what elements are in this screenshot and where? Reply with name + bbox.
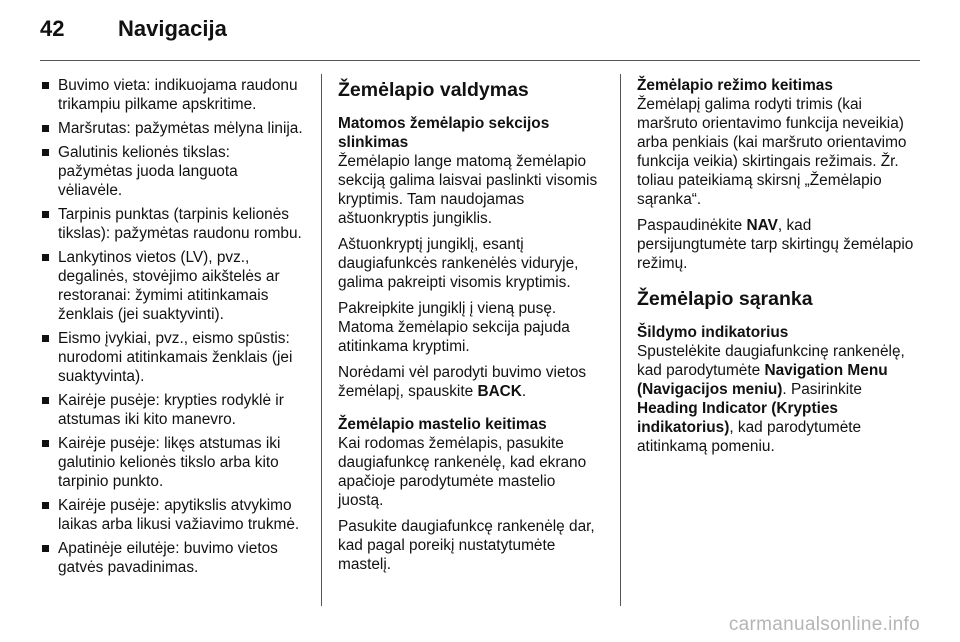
list-item: Buvimo vieta: indikuojama raudonu trikampiu pilkame apskritime.	[40, 76, 306, 114]
column-divider-1	[321, 74, 322, 606]
paragraph: Pakreipkite jungiklį į vieną pusę. Matoma žemėlapio sekcija pajuda atitinkama kryptimi.	[338, 300, 570, 355]
list-item: Kairėje pusėje: krypties rodyklė ir atstumas iki kito manevro.	[40, 391, 306, 429]
header-rule	[40, 60, 920, 61]
list-item: Kairėje pusėje: likęs atstumas iki galutinio kelionės tikslo arba kito tarpinio punkto.	[40, 434, 306, 491]
paragraph: Kai rodomas žemėlapis, pasukite daugiafunkcę rankenėlę, kad ekrano apačioje parodytumėte mastelio juostą.	[338, 435, 587, 509]
subheading-zoom: Žemėlapio mastelio keitimas	[338, 416, 547, 433]
text: Spustelėkite daugiafunkcinę rankenėlę, kad parodytumėte	[637, 343, 905, 379]
list-item: Galutinis kelionės tikslas: pažymėtas juoda languota vėliavėle.	[40, 143, 306, 200]
menu-label: Navigation Menu (Navigacijos meniu)	[637, 362, 888, 398]
column-left	[40, 76, 306, 582]
subheading-heading-indicator: Šildymo indikatorius	[637, 324, 789, 341]
watermark: carmanualsonline.info	[728, 614, 920, 635]
subheading-scrolling: Matomos žemėlapio sekcijos slinkimas	[338, 115, 550, 151]
list-item: Tarpinis punktas (tarpinis kelionės tikslas): pažymėtas raudonu rombu.	[40, 205, 306, 243]
paragraph: Žemėlapio lange matomą žemėlapio sekciją galima laisvai paslinkti visomis kryptimis. Tam naudojamas aštuonkryptis jungiklis.	[338, 153, 598, 227]
column-middle	[338, 78, 604, 581]
paragraph	[637, 216, 917, 273]
paragraph	[338, 363, 604, 401]
text: , kad parodytumėte atitinkamą pomeniu.	[637, 419, 862, 455]
list-item: Apatinėje eilutėje: buvimo vietos gatvės pavadinimas.	[40, 539, 306, 577]
list-item: Eismo įvykiai, pvz., eismo spūstis: nurodomi atitinkamais ženklais (jei suaktyvinta).	[40, 329, 306, 386]
text: . Pasirinkite	[782, 381, 862, 398]
list-item: Maršrutas: pažymėtas mėlyna linija.	[40, 119, 306, 138]
paragraph: Žemėlapį galima rodyti trimis (kai maršruto orientavimo funkcija neveikia) arba penkiais (kai maršruto orientavimo funkcija veikia) skirtingais režimais. Žr. toliau pateikiamą skirsnį „Žemėlapio sąranka“.	[637, 96, 907, 208]
paragraph	[637, 342, 917, 456]
list-item: Kairėje pusėje: apytikslis atvykimo laikas arba likusi važiavimo trukmė.	[40, 496, 306, 534]
column-divider-2	[620, 74, 621, 606]
text: Norėdami vėl parodyti buvimo vietos žemėlapį, spauskite	[338, 364, 587, 400]
text: , kad persijungtumėte tarp skirtingų žemėlapio režimų.	[637, 217, 914, 272]
nav-key-label: NAV	[746, 217, 778, 234]
page-header	[0, 0, 960, 70]
section-heading-map-control: Žemėlapio valdymas	[338, 79, 529, 101]
page-number: 42	[40, 16, 65, 41]
text: Paspaudinėkite	[637, 217, 747, 234]
paragraph: Pasukite daugiafunkcę rankenėlę dar, kad pagal poreikį nustatytumėte mastelį.	[338, 518, 595, 573]
section-heading-map-setup: Žemėlapio sąranka	[637, 288, 813, 310]
column-right	[637, 76, 917, 463]
menu-option-label: Heading Indicator (Krypties indikatorius)	[637, 400, 838, 436]
paragraph: Aštuonkryptį jungiklį, esantį daugiafunkcės rankenėlės viduryje, galima pakreipti visomis kryptimis.	[338, 236, 579, 291]
back-key-label: BACK	[477, 383, 522, 400]
subheading-map-mode: Žemėlapio režimo keitimas	[637, 77, 833, 94]
map-legend-list	[40, 76, 306, 577]
text: .	[521, 383, 527, 400]
page-title: Navigacija	[118, 16, 227, 41]
list-item: Lankytinos vietos (LV), pvz., degalinės, stovėjimo aikštelės ar restoranai: žymimi atitinkamais ženklais (jei suaktyvinti).	[40, 248, 306, 324]
